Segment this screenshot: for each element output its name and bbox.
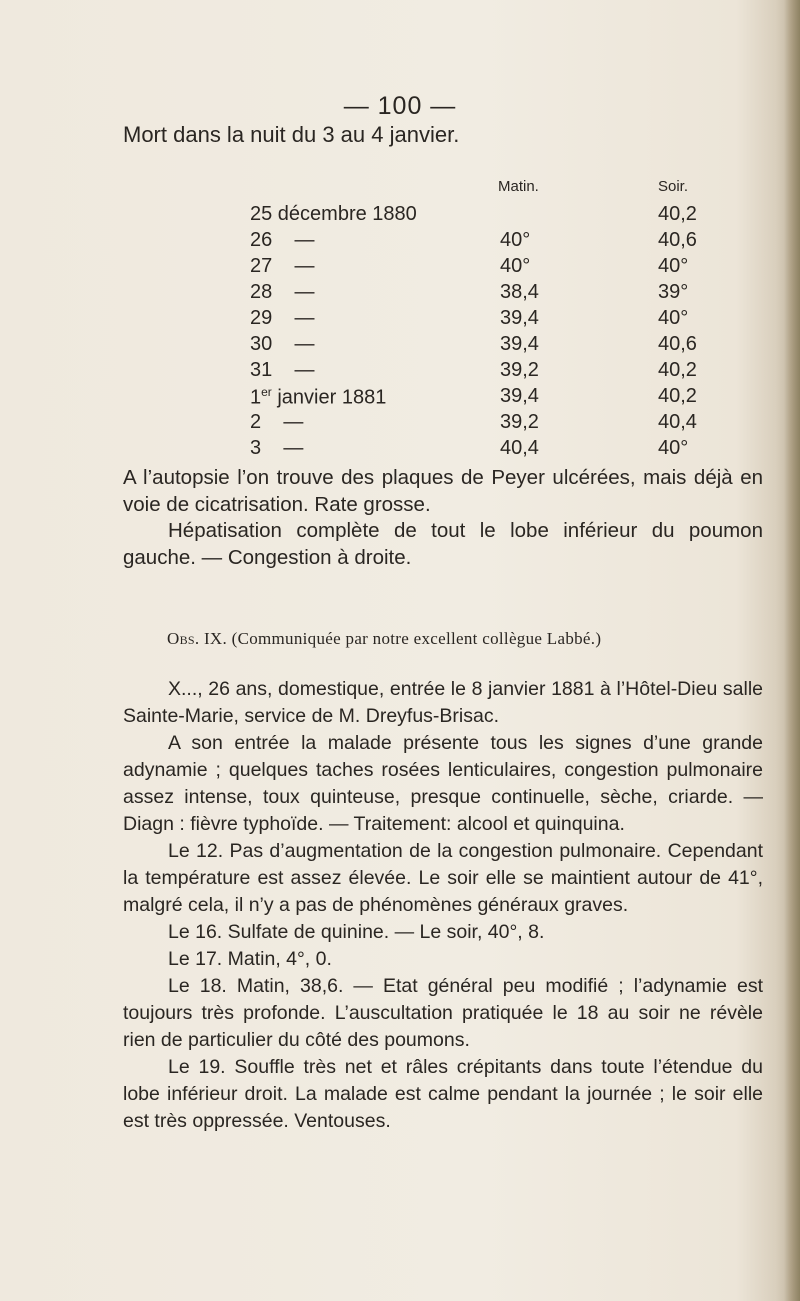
case-paragraph: Le 12. Pas d’augmentation de la congestion pulmonaire. Cependant la température est assez élevée. Le soir elle se maintient autour de 41°, malgré cela, il n’y a pas de phénomènes généraux graves. [123, 840, 763, 916]
row-morning: 39,4 [500, 307, 539, 329]
case-paragraph: Le 16. Sulfate de quinine. — Le soir, 40°, 8. [168, 921, 545, 943]
column-header-evening: Soir. [658, 178, 689, 195]
row-evening: 40° [658, 255, 689, 277]
case-paragraph: Le 18. Matin, 38,6. — Etat général peu modifié ; l’adynamie est toujours très profonde. L’auscultation pratiquée le 18 au soir ne révèle rien de particulier du côté des poumons. [123, 975, 763, 1051]
hepatisation-paragraph: Hépatisation complète de tout le lobe inférieur du poumon gauche. — Congestion à droite. [123, 519, 763, 569]
table-row [0, 203, 800, 229]
row-date: 29 — [250, 307, 315, 329]
row-evening: 40° [658, 307, 689, 329]
table-row [0, 229, 800, 255]
row-evening: 40,4 [658, 411, 697, 433]
row-date: 25 décembre 1880 [250, 203, 417, 225]
row-morning: 40° [500, 255, 531, 277]
row-evening: 39° [658, 281, 689, 303]
table-row [0, 255, 800, 281]
table-row [0, 307, 800, 333]
case-paragraph: Le 17. Matin, 4°, 0. [168, 948, 332, 970]
table-row [0, 411, 800, 437]
column-header-morning: Matin. [498, 178, 539, 195]
row-evening: 40,6 [658, 229, 697, 251]
row-date-ordinal: er [261, 385, 272, 399]
row-date: 31 — [250, 359, 315, 381]
observation-heading [167, 629, 601, 649]
case-paragraph: A son entrée la malade présente tous les signes d’une grande adynamie ; quelques taches rosées lenticulaires, congestion pulmonaire assez intense, toux quinteuse, presque continuelle, sèche, criarde. — Diagn : fièvre typhoïde. — Traitement: alcool et quinquina. [123, 732, 763, 835]
row-morning: 40,4 [500, 437, 539, 459]
row-date: 27 — [250, 255, 315, 277]
table-row [0, 281, 800, 307]
table-row [0, 437, 800, 463]
row-morning: 39,2 [500, 411, 539, 433]
row-date-day: 1 [250, 386, 262, 409]
row-morning: 38,4 [500, 281, 539, 303]
row-date: 2 — [250, 411, 304, 433]
row-evening: 40,2 [658, 203, 697, 225]
case-paragraph: Le 19. Souffle très net et râles crépitants dans toute l’étendue du lobe inférieur droit. La malade est calme pendant la journée ; le soir elle est très oppressée. Ventouses. [123, 1056, 763, 1132]
observation-label: Obs. IX. [167, 629, 228, 648]
lead-sentence: Mort dans la nuit du 3 au 4 janvier. [123, 122, 460, 147]
row-morning: 39,4 [500, 385, 539, 407]
autopsy-paragraph: A l’autopsie l’on trouve des plaques de Peyer ulcérées, mais déjà en voie de cicatrisation. Rate grosse. [123, 466, 763, 516]
row-date: 3 — [250, 437, 304, 459]
row-morning: 39,4 [500, 333, 539, 355]
table-row [0, 333, 800, 359]
page-edge-shadow [784, 0, 800, 1301]
row-date: 26 — [250, 229, 315, 251]
case-report [123, 676, 763, 1135]
page-number: — 100 — [343, 92, 457, 120]
row-morning: 39,2 [500, 359, 539, 381]
table-row [0, 359, 800, 385]
row-evening: 40,6 [658, 333, 697, 355]
table-row [0, 385, 800, 411]
row-date: 28 — [250, 281, 315, 303]
row-evening: 40,2 [658, 359, 697, 381]
row-evening: 40,2 [658, 385, 697, 407]
row-date-month: janvier 1881 [271, 386, 387, 409]
row-date [250, 385, 386, 410]
observation-credit: (Communiquée par notre excellent collègue Labbé.) [231, 629, 602, 648]
row-date: 30 — [250, 333, 315, 355]
row-morning: 40° [500, 229, 531, 251]
case-paragraph: X..., 26 ans, domestique, entrée le 8 janvier 1881 à l’Hôtel-Dieu salle Sainte-Marie, service de M. Dreyfus-Brisac. [123, 678, 763, 727]
row-evening: 40° [658, 437, 689, 459]
